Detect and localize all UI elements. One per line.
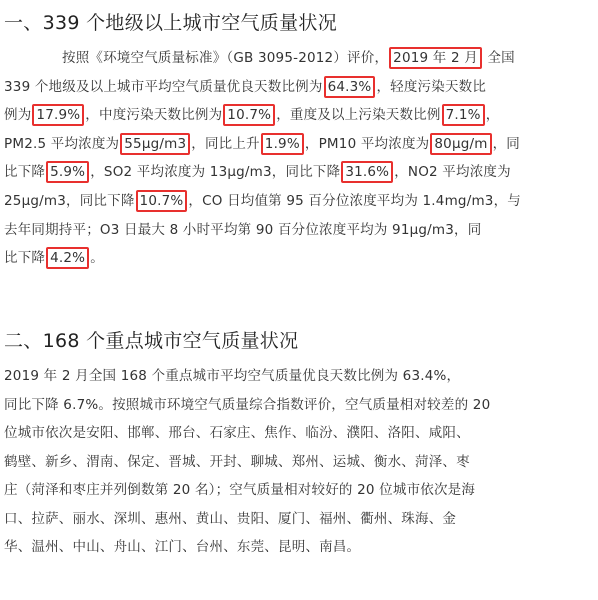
highlighted-value: 7.1% xyxy=(442,104,485,126)
text-line: 2019 年 2 月全国 168 个重点城市平均空气质量优良天数比例为 63.4%， xyxy=(4,368,461,384)
highlighted-value: 64.3% xyxy=(324,76,376,98)
text-line: 同比下降 6.7%。按照城市环境空气质量综合指数评价，空气质量相对较差的 20 xyxy=(4,396,491,413)
text-span: ，CO 日均值第 95 百分位浓度平均为 1.4mg/m3，与 xyxy=(188,193,521,209)
text-span: ，PM10 平均浓度为 xyxy=(304,135,430,152)
text-line: 鹤壁、新乡、渭南、保定、晋城、开封、聊城、郑州、运城、衡水、菏泽、枣 xyxy=(4,453,470,470)
text-span: PM2.5 平均浓度为 xyxy=(4,135,120,152)
text-line: 口、拉萨、丽水、深圳、惠州、黄山、贵阳、厦门、福州、衢州、珠海、金 xyxy=(4,510,457,527)
text-span: 。 xyxy=(90,250,104,267)
text-span: ，同比上升 xyxy=(191,135,260,152)
text-line xyxy=(4,187,521,215)
highlighted-value: 10.7% xyxy=(223,104,275,126)
section-2-heading: 二、168 个重点城市空气质量状况 xyxy=(4,330,299,352)
highlighted-value: 55μg/m3 xyxy=(120,133,190,155)
highlighted-value: 5.9% xyxy=(46,161,89,183)
text-span: 339 个地级及以上城市平均空气质量优良天数比例为 xyxy=(4,78,323,95)
text-span: 比下降 xyxy=(4,250,46,267)
text-line xyxy=(4,73,486,101)
text-span: ，SO2 平均浓度为 13μg/m3，同比下降 xyxy=(90,164,341,181)
text-line xyxy=(4,244,104,272)
highlighted-value: 80μg/m xyxy=(430,133,491,155)
text-line xyxy=(4,216,481,244)
text-span: 全国 xyxy=(482,50,515,66)
text-line xyxy=(4,101,499,129)
text-span: 比下降 xyxy=(4,164,46,181)
text-line xyxy=(4,158,511,186)
section-1-heading: 一、339 个地级以上城市空气质量状况 xyxy=(4,12,338,34)
text-span: ，重度及以上污染天数比例 xyxy=(276,107,441,124)
text-span: ，中度污染天数比例为 xyxy=(85,107,223,124)
highlighted-value: 1.9% xyxy=(261,133,304,155)
text-span: ，轻度污染天数比 xyxy=(376,78,487,95)
highlighted-value: 17.9% xyxy=(32,104,84,126)
highlighted-value: 31.6% xyxy=(341,161,393,183)
text-span: 例为 xyxy=(4,107,32,124)
text-span: 去年同期持平；O3 日最大 8 小时平均第 90 百分位浓度平均为 91μg/m3，同 xyxy=(4,221,482,238)
text-line: 庄（菏泽和枣庄并列倒数第 20 名）；空气质量相对较好的 20 位城市依次是海 xyxy=(4,482,476,498)
text-line xyxy=(62,44,515,72)
highlighted-value: 10.7% xyxy=(136,190,188,212)
text-line: 位城市依次是安阳、邯郸、邢台、石家庄、焦作、临汾、濮阳、洛阳、咸阳、 xyxy=(4,425,470,441)
highlighted-value: 2019 年 2 月 xyxy=(389,47,482,69)
text-span: 25μg/m3，同比下降 xyxy=(4,193,135,209)
highlighted-value: 4.2% xyxy=(46,247,89,269)
text-span: ，NO2 平均浓度为 xyxy=(394,164,511,181)
text-span: 按照《环境空气质量标准》（GB 3095-2012）评价， xyxy=(62,50,389,66)
text-span: ，同 xyxy=(492,135,521,152)
text-span: ， xyxy=(485,107,500,124)
text-line xyxy=(4,130,520,158)
text-line: 华、温州、中山、舟山、江门、台州、东莞、昆明、南昌。 xyxy=(4,539,361,555)
